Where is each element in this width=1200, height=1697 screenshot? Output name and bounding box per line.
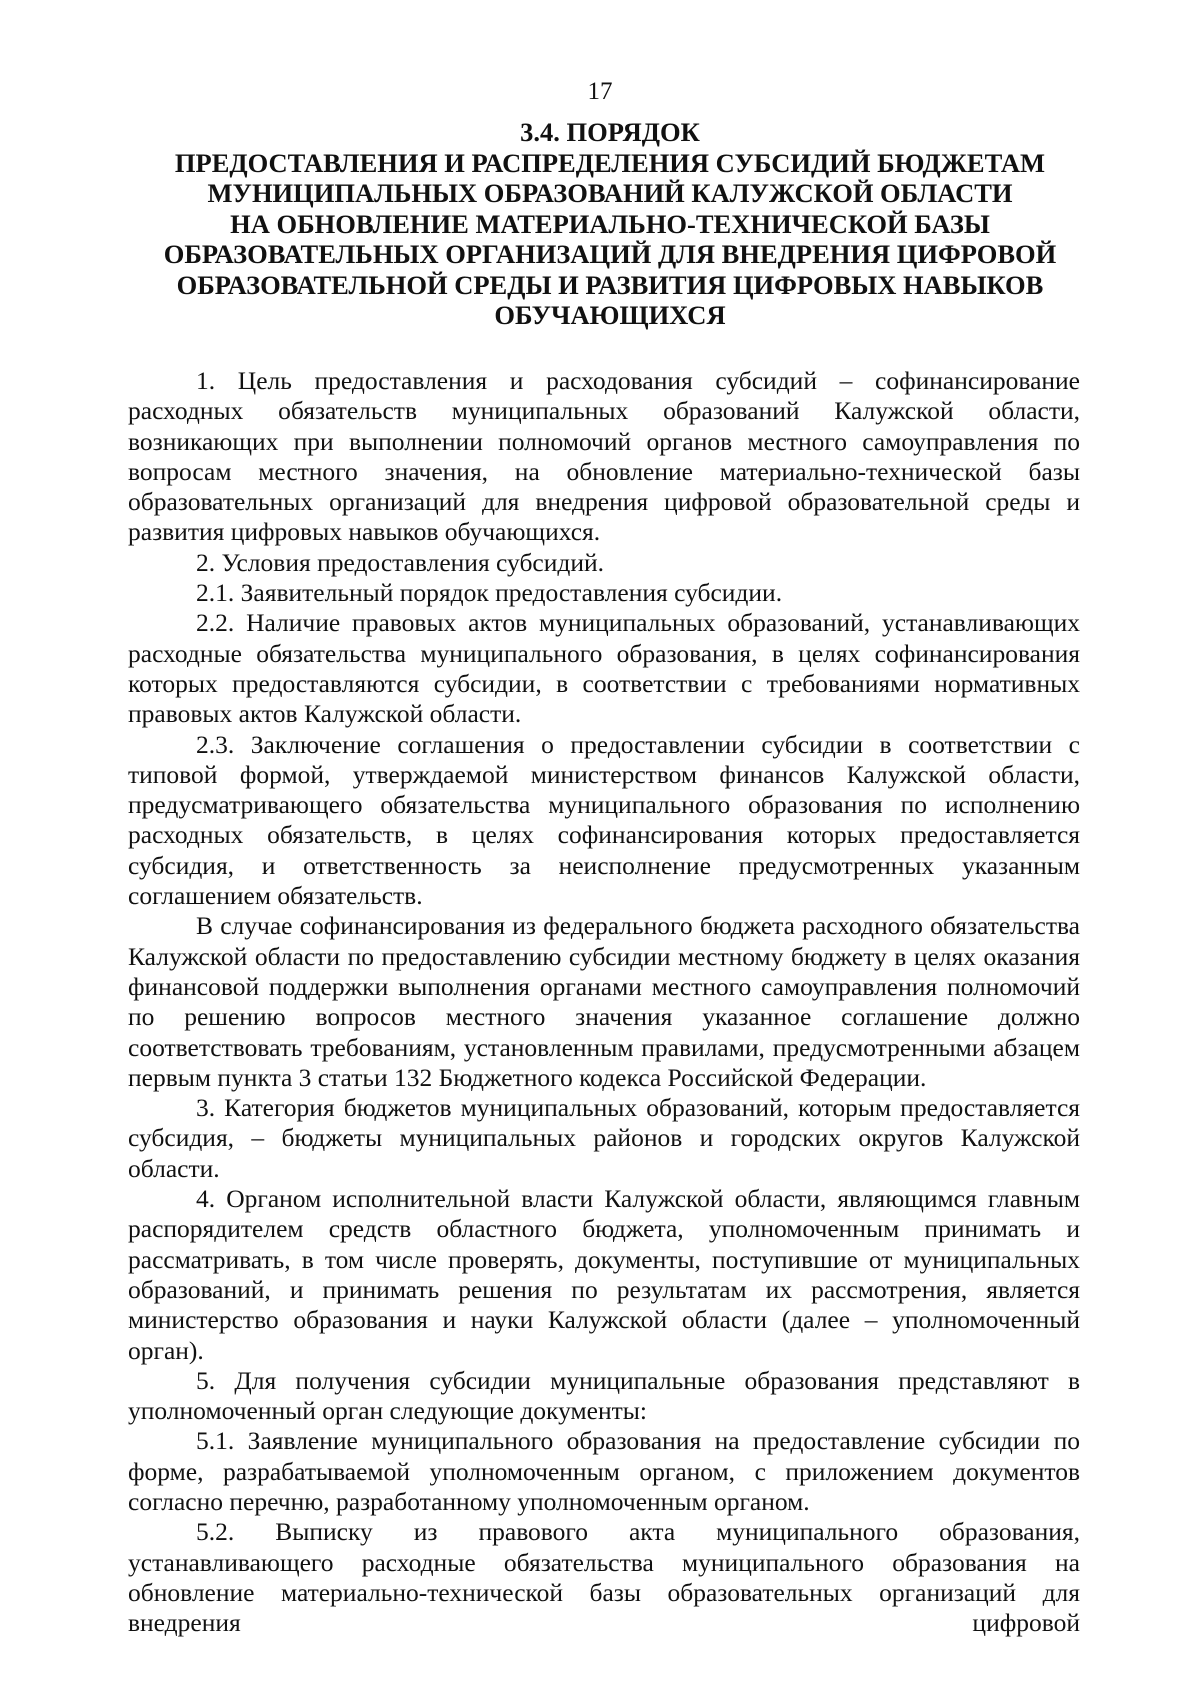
title-line: ОБРАЗОВАТЕЛЬНЫХ ОРГАНИЗАЦИЙ ДЛЯ ВНЕДРЕНИЯ ЦИФРОВОЙ	[163, 239, 1057, 269]
paragraph-5-2: 5.2. Выписку из правового акта муниципального образования, устанавливающего расходные обязательства муниципального образования на обновление материально-технической базы образовательных организаций для внедрения цифровой	[128, 1517, 1080, 1638]
paragraph-1-purpose: 1. Цель предоставления и расходования субсидий – софинансирование расходных обязательств муниципальных образований Калужской области, возникающих при выполнении полномочий органов местного самоуправления по вопросам местного значения, на обновление материально-технической базы образовательных организаций для внедрения цифровой образовательной среды и развития цифровых навыков обучающихся.	[128, 366, 1080, 547]
paragraph-4-authority: 4. Органом исполнительной власти Калужской области, являющимся главным распорядителем средств областного бюджета, уполномоченным принимать и рассматривать, в том числе проверять, документы, поступившие от муниципальных образований, и принимать решения по результатам их рассмотрения, является министерство образования и науки Калужской области (далее – уполномоченный орган).	[128, 1184, 1080, 1365]
document-body	[128, 366, 1080, 1638]
paragraph-5-1: 5.1. Заявление муниципального образования на предоставление субсидии по форме, разрабатываемой уполномоченным органом, с приложением документов согласно перечню, разработанному уполномоченным органом.	[128, 1426, 1080, 1516]
title-line: ПРЕДОСТАВЛЕНИЯ И РАСПРЕДЕЛЕНИЯ СУБСИДИЙ БЮДЖЕТАМ	[174, 147, 1046, 178]
paragraph-2-2: 2.2. Наличие правовых актов муниципальных образований, устанавливающих расходные обязательства муниципального образования, в целях софинансирования которых предоставляются субсидии, в соответствии с требованиями нормативных правовых актов Калужской области.	[128, 608, 1080, 729]
title-line: МУНИЦИПАЛЬНЫХ ОБРАЗОВАНИЙ КАЛУЖСКОЙ ОБЛАСТИ	[207, 178, 1013, 208]
title-line: ОБУЧАЮЩИХСЯ	[494, 300, 726, 330]
paragraph-5-documents: 5. Для получения субсидии муниципальные образования представляют в уполномоченный орган следующие документы:	[128, 1365, 1080, 1426]
title-line: 3.4. ПОРЯДОК	[520, 117, 700, 147]
paragraph-2-1: 2.1. Заявительный порядок предоставления субсидии.	[196, 578, 783, 608]
title-line: НА ОБНОВЛЕНИЕ МАТЕРИАЛЬНО-ТЕХНИЧЕСКОЙ БАЗЫ	[230, 208, 990, 239]
title-line: ОБРАЗОВАТЕЛЬНОЙ СРЕДЫ И РАЗВИТИЯ ЦИФРОВЫХ НАВЫКОВ	[176, 269, 1044, 300]
paragraph-2-3: 2.3. Заключение соглашения о предоставлении субсидии в соответствии с типовой формой, утверждаемой министерством финансов Калужской области, предусматривающего обязательства муниципального образования по исполнению расходных обязательств, в целях софинансирования которых предоставляется субсидия, и ответственность за неисполнение предусмотренных указанным соглашением обязательств.	[128, 729, 1080, 911]
paragraph-cofinancing: В случае софинансирования из федерального бюджета расходного обязательства Калужской области по предоставлению субсидии местному бюджету в целях оказания финансовой поддержки выполнения органами местного самоуправления полномочий по решению вопросов местного значения указанное соглашение должно соответствовать требованиям, установленным правилами, предусмотренными абзацем первым пункта 3 статьи 132 Бюджетного кодекса Российской Федерации.	[128, 911, 1080, 1092]
paragraph-3-category: 3. Категория бюджетов муниципальных образований, которым предоставляется субсидия, – бюджеты муниципальных районов и городских округов Калужской области.	[128, 1093, 1080, 1183]
paragraph-2-conditions: 2. Условия предоставления субсидий.	[196, 547, 605, 577]
section-title	[140, 117, 1080, 331]
page-number: 17	[587, 78, 613, 105]
